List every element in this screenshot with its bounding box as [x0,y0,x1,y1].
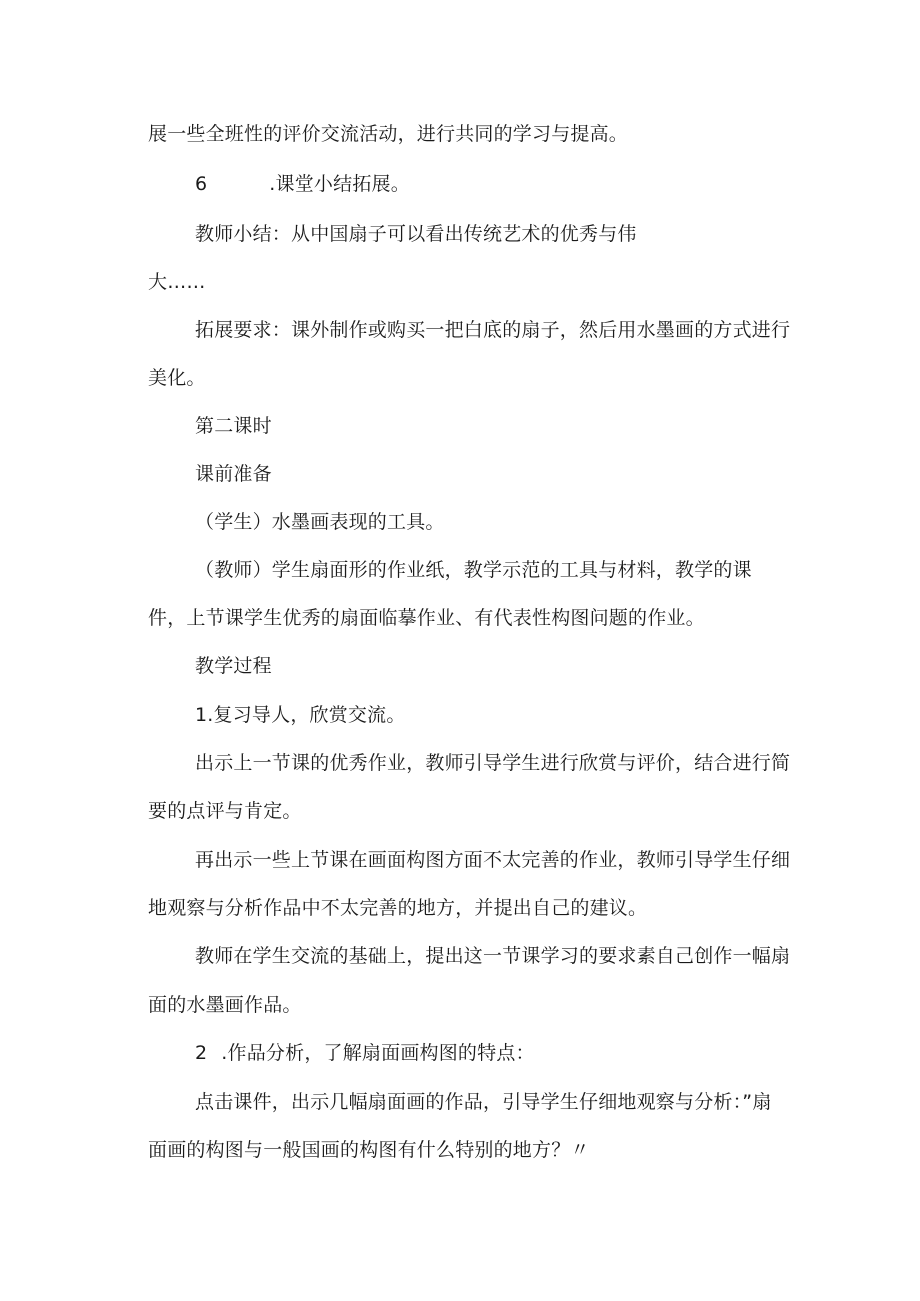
paragraph-line-16: 再出示一些上节课在画面构图方面不太完善的作业，教师引导学生仔细 [195,849,791,871]
heading-second-lesson: 第二课时 [195,415,272,437]
paragraph-line-1: 展一些全班性的评价交流活动，进行共同的学习与提高。 [148,123,629,145]
paragraph-line-10: （教师）学生扇面形的作业纸，教学示范的工具与材料，教学的课 [195,559,752,581]
paragraph-line-14: 出示上一节课的优秀作业，教师引导学生进行欣赏与评价，结合进行简 [195,752,791,774]
paragraph-line-19: 面的水墨画作品。 [148,994,302,1016]
paragraph-line-6: 美化。 [148,367,206,389]
heading-preparation: 课前准备 [195,463,272,485]
paragraph-line-17: 地观察与分析作品中不太完善的地方，并提出自己的建议。 [148,897,648,919]
section-title: .作品分析，了解扇面画构图的特点： [221,1042,535,1064]
paragraph-line-15: 要的点评与肯定。 [148,800,302,822]
heading-teaching-process: 教学过程 [195,655,272,677]
paragraph-line-11: 件，上节课学生优秀的扇面临摹作业、有代表性构图问题的作业。 [148,607,705,629]
paragraph-line-4: 大…… [148,271,206,293]
section-title: .课堂小结拓展。 [269,173,410,195]
section-heading-2 [195,1041,535,1065]
section-number: 2 [195,1042,208,1064]
paragraph-line-3: 教师小结：从中国扇子可以看出传统艺术的优秀与伟 [195,223,637,245]
section-heading-6 [195,172,410,196]
paragraph-line-5: 拓展要求：课外制作或购买一把白底的扇子，然后用水墨画的方式进行 [195,319,791,341]
section-number: 6 [195,173,208,195]
paragraph-line-22: 面画的构图与一般国画的构图有什么特别的地方？〃 [148,1139,590,1161]
paragraph-line-18: 教师在学生交流的基础上，提出这一节课学习的要求素自己创作一幅扇 [195,945,791,967]
paragraph-line-21: 点击课件，出示几幅扇面画的作品，引导学生仔细地观察与分析：”扇 [195,1091,772,1113]
paragraph-line-9: （学生）水墨画表现的工具。 [195,511,445,533]
section-heading-1: 1.复习导人，欣赏交流。 [195,704,406,726]
